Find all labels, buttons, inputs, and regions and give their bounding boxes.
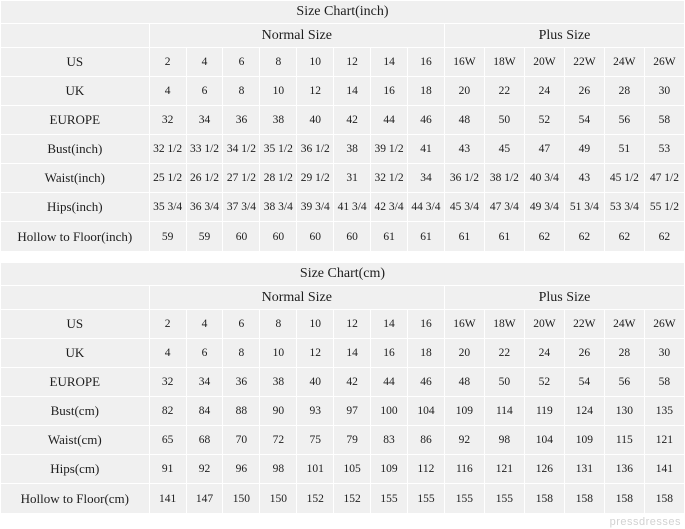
table-cell: 34 1/2 bbox=[223, 135, 260, 164]
table-cell: 10 bbox=[297, 48, 334, 77]
table-cell: 104 bbox=[408, 397, 445, 426]
table-cell: 51 3/4 bbox=[564, 193, 604, 222]
table-cell: 44 3/4 bbox=[408, 193, 445, 222]
table-cell: 112 bbox=[408, 455, 445, 484]
table-cell: 27 1/2 bbox=[223, 164, 260, 193]
table-cell: 147 bbox=[186, 484, 223, 514]
row-label: US bbox=[1, 310, 150, 339]
table-cell: 141 bbox=[644, 455, 684, 484]
table-cell: 158 bbox=[644, 484, 684, 514]
table-cell: 37 3/4 bbox=[223, 193, 260, 222]
table-cell: 32 1/2 bbox=[371, 164, 408, 193]
table-cell: 22W bbox=[564, 48, 604, 77]
chart-title: Size Chart(cm) bbox=[1, 263, 685, 286]
table-cell: 8 bbox=[223, 339, 260, 368]
table-cell: 41 3/4 bbox=[334, 193, 371, 222]
table-cell: 54 bbox=[564, 106, 604, 135]
table-cell: 62 bbox=[644, 222, 684, 252]
table-cell: 158 bbox=[564, 484, 604, 514]
table-cell: 48 bbox=[444, 368, 484, 397]
table-cell: 12 bbox=[297, 77, 334, 106]
row-label: Waist(cm) bbox=[1, 426, 150, 455]
table-cell: 100 bbox=[371, 397, 408, 426]
table-cell: 16W bbox=[444, 310, 484, 339]
group-normal-size: Normal Size bbox=[149, 286, 444, 310]
table-cell: 62 bbox=[564, 222, 604, 252]
table-cell: 45 3/4 bbox=[444, 193, 484, 222]
table-row bbox=[1, 484, 685, 514]
table-row bbox=[1, 339, 685, 368]
table-cell: 109 bbox=[371, 455, 408, 484]
table-cell: 60 bbox=[334, 222, 371, 252]
table-cell: 28 bbox=[604, 339, 644, 368]
table-cell: 35 3/4 bbox=[149, 193, 186, 222]
table-cell: 104 bbox=[524, 426, 564, 455]
table-cell: 32 bbox=[149, 368, 186, 397]
table-row bbox=[1, 455, 685, 484]
table-cell: 61 bbox=[408, 222, 445, 252]
row-label: Hollow to Floor(cm) bbox=[1, 484, 150, 514]
table-cell: 48 bbox=[444, 106, 484, 135]
table-cell: 49 3/4 bbox=[524, 193, 564, 222]
table-row bbox=[1, 310, 685, 339]
table-cell: 34 bbox=[408, 164, 445, 193]
chart-group-row bbox=[1, 286, 685, 310]
table-cell: 10 bbox=[297, 310, 334, 339]
table-cell: 10 bbox=[260, 77, 297, 106]
table-cell: 119 bbox=[524, 397, 564, 426]
table-cell: 24W bbox=[604, 48, 644, 77]
table-cell: 45 bbox=[484, 135, 524, 164]
table-cell: 26 bbox=[564, 339, 604, 368]
table-cell: 60 bbox=[223, 222, 260, 252]
table-cell: 56 bbox=[604, 368, 644, 397]
table-cell: 152 bbox=[334, 484, 371, 514]
table-cell: 41 bbox=[408, 135, 445, 164]
table-cell: 22 bbox=[484, 77, 524, 106]
table-cell: 30 bbox=[644, 339, 684, 368]
chart-title-row bbox=[1, 263, 685, 286]
table-cell: 6 bbox=[223, 48, 260, 77]
table-cell: 83 bbox=[371, 426, 408, 455]
table-cell: 72 bbox=[260, 426, 297, 455]
table-cell: 97 bbox=[334, 397, 371, 426]
table-row bbox=[1, 368, 685, 397]
table-cell: 88 bbox=[223, 397, 260, 426]
table-cell: 42 3/4 bbox=[371, 193, 408, 222]
table-cell: 16W bbox=[444, 48, 484, 77]
table-cell: 130 bbox=[604, 397, 644, 426]
table-cell: 26W bbox=[644, 48, 684, 77]
table-cell: 24 bbox=[524, 339, 564, 368]
row-label: Bust(inch) bbox=[1, 135, 150, 164]
table-cell: 30 bbox=[644, 77, 684, 106]
table-cell: 75 bbox=[297, 426, 334, 455]
table-cell: 16 bbox=[408, 48, 445, 77]
table-row bbox=[1, 77, 685, 106]
table-cell: 70 bbox=[223, 426, 260, 455]
table-cell: 29 1/2 bbox=[297, 164, 334, 193]
table-cell: 155 bbox=[484, 484, 524, 514]
table-cell: 92 bbox=[186, 455, 223, 484]
table-cell: 4 bbox=[186, 310, 223, 339]
table-cell: 114 bbox=[484, 397, 524, 426]
table-cell: 10 bbox=[260, 339, 297, 368]
table-cell: 8 bbox=[260, 310, 297, 339]
table-cell: 43 bbox=[444, 135, 484, 164]
table-cell: 36 bbox=[223, 106, 260, 135]
chart-separator bbox=[0, 252, 685, 262]
table-cell: 20 bbox=[444, 77, 484, 106]
table-cell: 96 bbox=[223, 455, 260, 484]
table-cell: 18W bbox=[484, 310, 524, 339]
table-cell: 32 bbox=[149, 106, 186, 135]
table-cell: 55 1/2 bbox=[644, 193, 684, 222]
table-cell: 39 1/2 bbox=[371, 135, 408, 164]
table-cell: 36 1/2 bbox=[297, 135, 334, 164]
table-cell: 32 1/2 bbox=[149, 135, 186, 164]
table-cell: 56 bbox=[604, 106, 644, 135]
table-cell: 135 bbox=[644, 397, 684, 426]
table-cell: 121 bbox=[644, 426, 684, 455]
table-cell: 12 bbox=[297, 339, 334, 368]
table-cell: 60 bbox=[297, 222, 334, 252]
table-cell: 98 bbox=[260, 455, 297, 484]
chart-title: Size Chart(inch) bbox=[1, 1, 685, 24]
table-cell: 105 bbox=[334, 455, 371, 484]
table-cell: 62 bbox=[604, 222, 644, 252]
table-cell: 12 bbox=[334, 310, 371, 339]
row-label: Hips(inch) bbox=[1, 193, 150, 222]
table-cell: 22 bbox=[484, 339, 524, 368]
table-cell: 14 bbox=[371, 310, 408, 339]
table-cell: 20W bbox=[524, 48, 564, 77]
table-cell: 109 bbox=[564, 426, 604, 455]
table-cell: 152 bbox=[297, 484, 334, 514]
table-cell: 52 bbox=[524, 368, 564, 397]
table-cell: 53 3/4 bbox=[604, 193, 644, 222]
group-plus-size: Plus Size bbox=[444, 24, 684, 48]
table-cell: 28 1/2 bbox=[260, 164, 297, 193]
table-cell: 38 bbox=[260, 106, 297, 135]
table-cell: 14 bbox=[334, 77, 371, 106]
table-cell: 35 1/2 bbox=[260, 135, 297, 164]
table-cell: 26W bbox=[644, 310, 684, 339]
table-cell: 49 bbox=[564, 135, 604, 164]
table-cell: 8 bbox=[260, 48, 297, 77]
table-cell: 39 3/4 bbox=[297, 193, 334, 222]
table-cell: 59 bbox=[149, 222, 186, 252]
table-row bbox=[1, 193, 685, 222]
table-cell: 126 bbox=[524, 455, 564, 484]
table-cell: 14 bbox=[334, 339, 371, 368]
group-normal-size: Normal Size bbox=[149, 24, 444, 48]
table-cell: 26 bbox=[564, 77, 604, 106]
table-cell: 36 bbox=[223, 368, 260, 397]
table-cell: 4 bbox=[149, 77, 186, 106]
table-cell: 58 bbox=[644, 106, 684, 135]
table-cell: 40 3/4 bbox=[524, 164, 564, 193]
table-cell: 20W bbox=[524, 310, 564, 339]
group-blank-cell bbox=[1, 286, 150, 310]
table-cell: 38 1/2 bbox=[484, 164, 524, 193]
table-cell: 155 bbox=[408, 484, 445, 514]
table-cell: 61 bbox=[371, 222, 408, 252]
table-cell: 44 bbox=[371, 368, 408, 397]
table-row bbox=[1, 48, 685, 77]
table-cell: 124 bbox=[564, 397, 604, 426]
table-cell: 42 bbox=[334, 368, 371, 397]
table-cell: 158 bbox=[604, 484, 644, 514]
row-label: EUROPE bbox=[1, 368, 150, 397]
table-cell: 109 bbox=[444, 397, 484, 426]
table-cell: 141 bbox=[149, 484, 186, 514]
table-row bbox=[1, 106, 685, 135]
table-cell: 68 bbox=[186, 426, 223, 455]
table-cell: 79 bbox=[334, 426, 371, 455]
table-cell: 60 bbox=[260, 222, 297, 252]
table-cell: 155 bbox=[371, 484, 408, 514]
table-cell: 82 bbox=[149, 397, 186, 426]
table-cell: 38 bbox=[334, 135, 371, 164]
table-cell: 51 bbox=[604, 135, 644, 164]
table-cell: 90 bbox=[260, 397, 297, 426]
table-cell: 50 bbox=[484, 368, 524, 397]
table-cell: 131 bbox=[564, 455, 604, 484]
table-cell: 4 bbox=[149, 339, 186, 368]
table-cell: 16 bbox=[371, 339, 408, 368]
table-cell: 42 bbox=[334, 106, 371, 135]
watermark-text: pressdresses bbox=[609, 516, 681, 528]
row-label: Waist(inch) bbox=[1, 164, 150, 193]
table-row bbox=[1, 222, 685, 252]
table-cell: 38 3/4 bbox=[260, 193, 297, 222]
table-cell: 18 bbox=[408, 339, 445, 368]
group-plus-size: Plus Size bbox=[444, 286, 684, 310]
table-row bbox=[1, 135, 685, 164]
table-cell: 116 bbox=[444, 455, 484, 484]
table-cell: 2 bbox=[149, 48, 186, 77]
table-cell: 6 bbox=[186, 339, 223, 368]
table-cell: 53 bbox=[644, 135, 684, 164]
size-chart-inch-table bbox=[0, 0, 685, 252]
table-cell: 16 bbox=[371, 77, 408, 106]
table-cell: 98 bbox=[484, 426, 524, 455]
table-cell: 115 bbox=[604, 426, 644, 455]
table-cell: 34 bbox=[186, 106, 223, 135]
table-cell: 20 bbox=[444, 339, 484, 368]
table-cell: 86 bbox=[408, 426, 445, 455]
chart-title-row bbox=[1, 1, 685, 24]
table-cell: 4 bbox=[186, 48, 223, 77]
table-cell: 25 1/2 bbox=[149, 164, 186, 193]
table-cell: 28 bbox=[604, 77, 644, 106]
table-cell: 31 bbox=[334, 164, 371, 193]
table-cell: 93 bbox=[297, 397, 334, 426]
table-cell: 6 bbox=[223, 310, 260, 339]
table-cell: 54 bbox=[564, 368, 604, 397]
table-cell: 101 bbox=[297, 455, 334, 484]
table-cell: 16 bbox=[408, 310, 445, 339]
table-cell: 121 bbox=[484, 455, 524, 484]
table-cell: 12 bbox=[334, 48, 371, 77]
size-chart-cm-table bbox=[0, 262, 685, 514]
table-cell: 91 bbox=[149, 455, 186, 484]
table-cell: 6 bbox=[186, 77, 223, 106]
table-cell: 18 bbox=[408, 77, 445, 106]
table-cell: 47 1/2 bbox=[644, 164, 684, 193]
table-cell: 61 bbox=[484, 222, 524, 252]
row-label: US bbox=[1, 48, 150, 77]
table-cell: 14 bbox=[371, 48, 408, 77]
table-cell: 158 bbox=[524, 484, 564, 514]
table-cell: 44 bbox=[371, 106, 408, 135]
table-cell: 40 bbox=[297, 368, 334, 397]
table-cell: 36 1/2 bbox=[444, 164, 484, 193]
table-cell: 136 bbox=[604, 455, 644, 484]
table-cell: 26 1/2 bbox=[186, 164, 223, 193]
size-chart-cm-block bbox=[0, 262, 685, 514]
table-cell: 33 1/2 bbox=[186, 135, 223, 164]
table-cell: 38 bbox=[260, 368, 297, 397]
table-cell: 34 bbox=[186, 368, 223, 397]
table-cell: 46 bbox=[408, 368, 445, 397]
row-label: UK bbox=[1, 339, 150, 368]
table-cell: 2 bbox=[149, 310, 186, 339]
table-row bbox=[1, 426, 685, 455]
table-cell: 22W bbox=[564, 310, 604, 339]
row-label: UK bbox=[1, 77, 150, 106]
table-cell: 62 bbox=[524, 222, 564, 252]
table-cell: 150 bbox=[260, 484, 297, 514]
table-row bbox=[1, 397, 685, 426]
table-cell: 8 bbox=[223, 77, 260, 106]
table-cell: 59 bbox=[186, 222, 223, 252]
table-row bbox=[1, 164, 685, 193]
chart-group-row bbox=[1, 24, 685, 48]
size-chart-inch-block bbox=[0, 0, 685, 252]
table-cell: 50 bbox=[484, 106, 524, 135]
row-label: Hollow to Floor(inch) bbox=[1, 222, 150, 252]
table-cell: 47 bbox=[524, 135, 564, 164]
table-cell: 92 bbox=[444, 426, 484, 455]
table-cell: 65 bbox=[149, 426, 186, 455]
table-cell: 58 bbox=[644, 368, 684, 397]
table-cell: 61 bbox=[444, 222, 484, 252]
row-label: EUROPE bbox=[1, 106, 150, 135]
table-cell: 45 1/2 bbox=[604, 164, 644, 193]
table-cell: 46 bbox=[408, 106, 445, 135]
table-cell: 40 bbox=[297, 106, 334, 135]
table-cell: 18W bbox=[484, 48, 524, 77]
table-cell: 36 3/4 bbox=[186, 193, 223, 222]
table-cell: 24W bbox=[604, 310, 644, 339]
group-blank-cell bbox=[1, 24, 150, 48]
table-cell: 24 bbox=[524, 77, 564, 106]
table-cell: 150 bbox=[223, 484, 260, 514]
table-cell: 155 bbox=[444, 484, 484, 514]
table-cell: 47 3/4 bbox=[484, 193, 524, 222]
row-label: Hips(cm) bbox=[1, 455, 150, 484]
row-label: Bust(cm) bbox=[1, 397, 150, 426]
table-cell: 84 bbox=[186, 397, 223, 426]
table-cell: 43 bbox=[564, 164, 604, 193]
table-cell: 52 bbox=[524, 106, 564, 135]
